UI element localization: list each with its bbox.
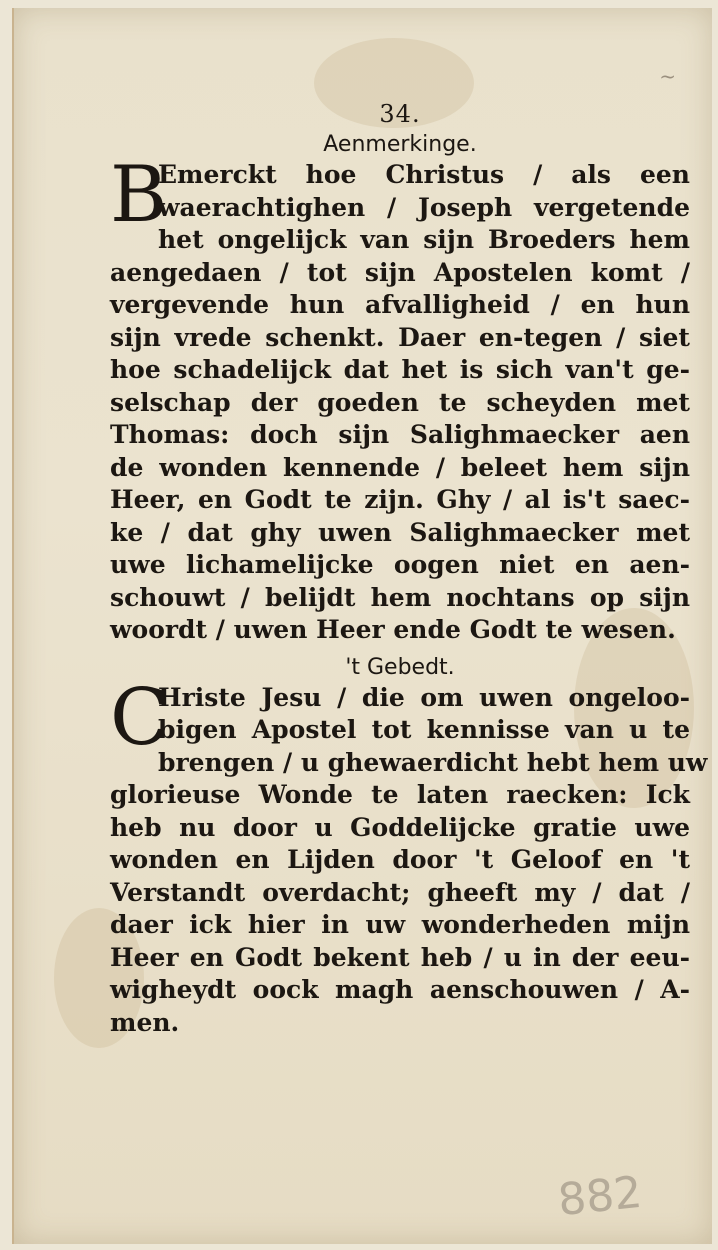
document-page	[12, 8, 712, 1244]
text-line: woordt / uwen Heer ende Godt te wesen.	[110, 615, 676, 644]
text-line: Hriste Jesu / die om uwen ongeloo-	[158, 682, 690, 712]
text-line: schouwt / belijdt hem nochtans op sijn	[110, 582, 690, 612]
section-heading-aenmerkinge: Aenmerkinge.	[323, 132, 477, 157]
text-line: aengedaen / tot sijn Apostelen komt /	[110, 257, 690, 287]
text-line: hoe schadelijck dat het is sich van't ge-	[110, 355, 690, 384]
section-heading-gebedt: 't Gebedt.	[345, 654, 455, 680]
faint-ink-mark: ~	[659, 64, 676, 88]
text-line: daer ick hier in uw wonderheden mijn	[110, 910, 690, 939]
drop-capital: B	[110, 150, 168, 240]
text-line: bigen Apostel tot kennisse van u te	[158, 715, 690, 744]
text-line: waerachtighen / Joseph vergetende	[158, 192, 690, 222]
drop-capital: C	[110, 672, 170, 763]
text-line: selschap der goeden te scheyden met	[110, 387, 690, 417]
text-line: Emerckt hoe Christus / als een	[158, 160, 690, 189]
text-line: ke / dat ghy uwen Salighmaecker met	[110, 517, 690, 547]
text-line: heb nu door u Goddelijcke gratie uwe	[110, 812, 690, 842]
page-number: 34.	[379, 100, 421, 128]
text-line: sijn vrede schenkt. Daer en-tegen / siet	[110, 322, 690, 352]
handwritten-number: 882	[555, 1166, 645, 1227]
paragraph-gebedt	[110, 672, 708, 1040]
text-line: vergevende hun afvalligheid / en hun	[110, 290, 690, 319]
text-line: de wonden kennende / beleet hem sijn	[110, 452, 690, 482]
text-line: brengen / u ghewaerdicht hebt hem uw	[158, 747, 708, 777]
text-block	[110, 100, 708, 1039]
text-line: Heer, en Godt te zijn. Ghy / al is't saec-	[110, 485, 690, 514]
text-line: glorieuse Wonde te laten raecken: Ick	[110, 780, 690, 809]
text-line: Heer en Godt bekent heb / u in der eeu-	[110, 942, 690, 972]
text-line: uwe lichamelijcke oogen niet en aen-	[110, 550, 690, 579]
text-line: wigheydt oock magh aenschouwen / A-	[110, 975, 690, 1004]
text-line: het ongelijck van sijn Broeders hem	[158, 225, 690, 254]
paragraph-aenmerkinge	[110, 150, 690, 647]
text-line: wonden en Lijden door 't Geloof en 't	[110, 845, 690, 874]
text-line: Thomas: doch sijn Salighmaecker aen	[110, 420, 690, 449]
text-line: men.	[110, 1007, 180, 1037]
text-line: Verstandt overdacht; gheeft my / dat /	[110, 877, 690, 907]
